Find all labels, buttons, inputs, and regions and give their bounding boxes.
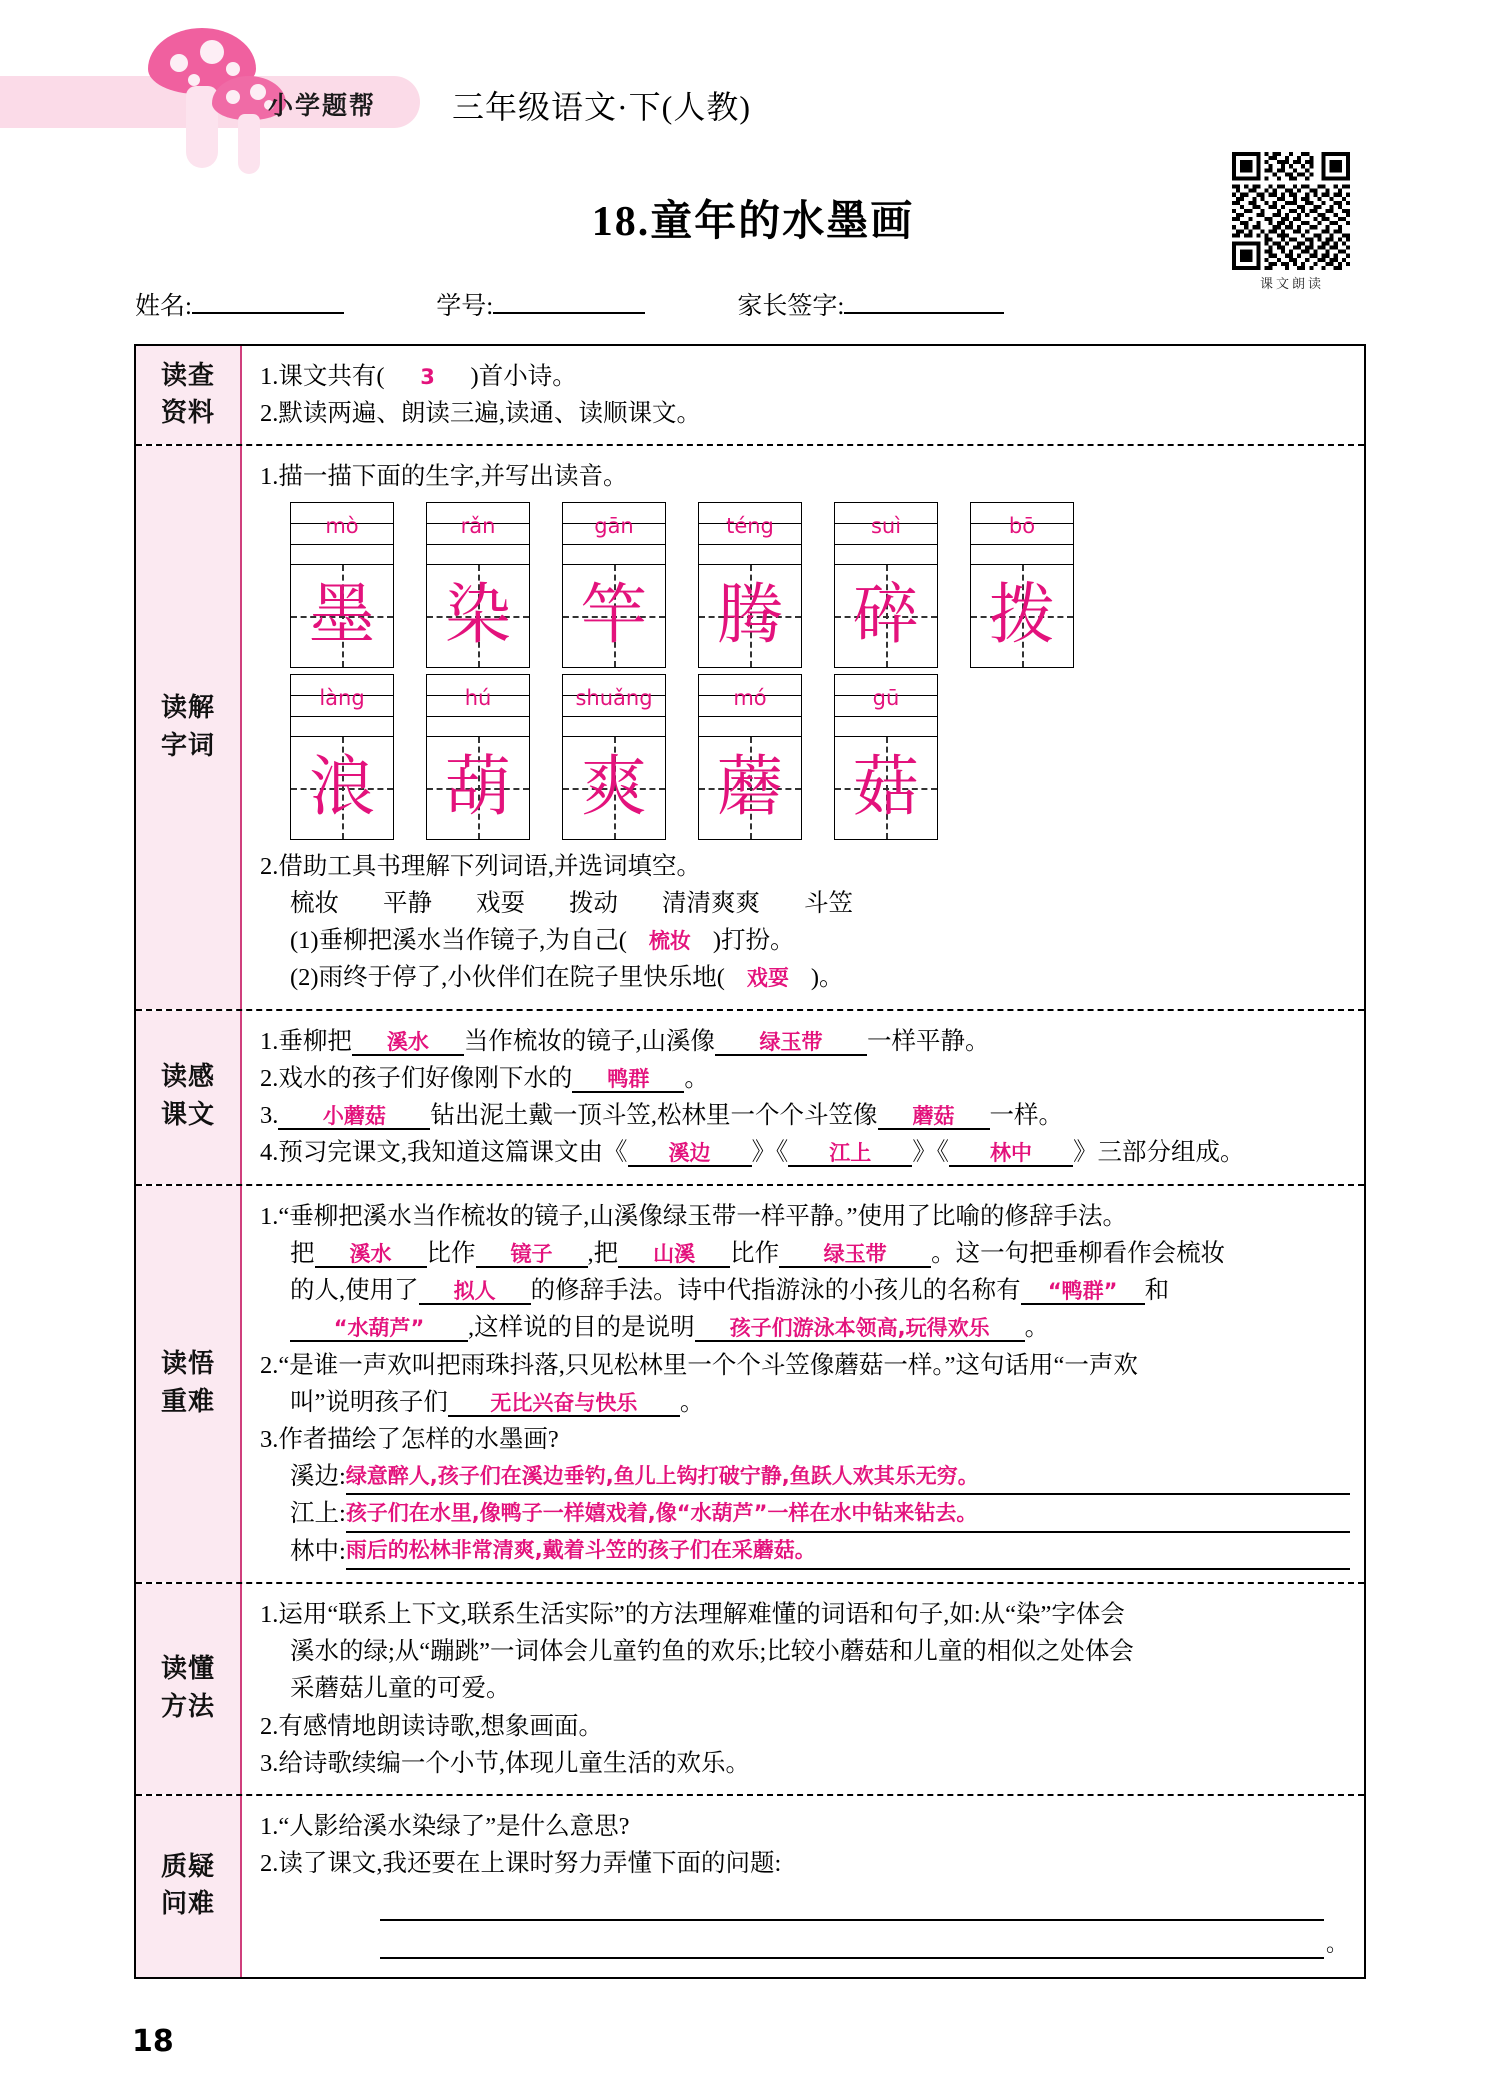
pinyin-four-line-box	[290, 502, 394, 564]
section-label-jiezi	[136, 446, 242, 1008]
pinyin-four-line-box	[834, 674, 938, 736]
question-continuation	[260, 1235, 1350, 1272]
answer-blank[interactable]: 无比兴奋与快乐	[448, 1391, 680, 1417]
text: 》《	[751, 1139, 789, 1167]
question-item	[260, 1060, 1350, 1097]
hanzi-character: 染	[445, 578, 511, 652]
fill2-answer[interactable]: 戏耍	[746, 966, 789, 991]
text: 一样。	[989, 1102, 1063, 1130]
cat-line-2: 方法	[160, 1692, 215, 1722]
answer-blank[interactable]: 蘑菇	[878, 1104, 990, 1130]
pinyin-text: mó	[733, 685, 767, 710]
answer-write-line[interactable]	[380, 1921, 1324, 1959]
tianzige-box	[562, 736, 666, 840]
section-zhiyi	[136, 1796, 1364, 1976]
text: 比作	[426, 1239, 476, 1267]
section-body-dongfangfa	[242, 1584, 1364, 1794]
question-continuation	[260, 1384, 1350, 1421]
brand-label: 小学题帮	[268, 91, 377, 120]
fill-blank-item	[260, 922, 1350, 959]
answer-blank[interactable]: 溪边	[628, 1141, 752, 1167]
text: 4.预习完课文,我知道这篇课文由《	[260, 1139, 628, 1167]
character-practice-cell[interactable]	[834, 502, 938, 668]
pinyin-four-line-box	[426, 502, 530, 564]
text: 叫”说明孩子们	[290, 1388, 448, 1416]
pinyin-text: shuǎng	[575, 685, 653, 710]
pinyin-text: rǎn	[460, 513, 496, 538]
pinyin-text: bō	[1008, 513, 1036, 538]
pinyin-text: gān	[594, 513, 634, 538]
word-bank	[260, 885, 1350, 922]
section-body-jiezi	[242, 446, 1364, 1008]
answer-blank[interactable]: 绿玉带	[779, 1242, 931, 1268]
q1-answer[interactable]: 3	[420, 365, 435, 389]
hanzi-character: 碎	[853, 578, 919, 652]
tianzige-box	[290, 736, 394, 840]
tianzige-box	[290, 564, 394, 668]
grade-subject-line: 三年级语文·下(人教)	[452, 89, 751, 125]
hanzi-character: 葫	[445, 750, 511, 824]
text: 当作梳妆的镜子,山溪像	[463, 1027, 715, 1055]
scene-label: 溪边:	[290, 1463, 346, 1491]
question-item: 1.“人影给溪水染绿了”是什么意思?	[260, 1813, 630, 1841]
answer-write-line[interactable]	[380, 1883, 1324, 1921]
character-practice-cell[interactable]	[698, 674, 802, 840]
character-practice-row-2	[260, 674, 1350, 840]
cat-line-1: 读解	[160, 692, 215, 723]
tianzige-box	[698, 564, 802, 668]
text: 把	[290, 1239, 315, 1267]
qr-code-icon[interactable]	[1232, 152, 1350, 270]
question-item	[260, 1097, 1350, 1134]
parent-signature-label: 家长签字:	[737, 293, 845, 320]
name-field[interactable]	[135, 293, 344, 320]
text: 。	[679, 1388, 705, 1416]
hanzi-character: 墨	[309, 578, 375, 652]
answer-blank[interactable]: 孩子们游泳本领高,玩得欢乐	[695, 1316, 1025, 1342]
answer-blank[interactable]: 林中	[949, 1141, 1073, 1167]
text: 的修辞手法。诗中代指游泳的小孩儿的名称有	[530, 1277, 1021, 1305]
question-item: 1.“垂柳把溪水当作梳妆的镜子,山溪像绿玉带一样平静。”使用了比喻的修辞手法。	[260, 1202, 1127, 1230]
question-continuation	[260, 1309, 1350, 1346]
character-practice-cell[interactable]	[698, 502, 802, 668]
student-info-row	[135, 286, 1315, 322]
character-practice-cell[interactable]	[426, 502, 530, 668]
pinyin-text: téng	[726, 513, 774, 538]
parent-signature-blank[interactable]	[844, 312, 1004, 314]
section-gankewen	[136, 1011, 1364, 1186]
section-body-chaziliao	[242, 346, 1364, 444]
text: 1.垂柳把	[260, 1027, 352, 1055]
text: 一样平静。	[867, 1027, 990, 1055]
text: 2.戏水的孩子们好像刚下水的	[260, 1064, 573, 1092]
question-item: 2.读了课文,我还要在上课时努力弄懂下面的问题:	[260, 1850, 782, 1878]
question-item: 3.作者描绘了怎样的水墨画?	[260, 1425, 559, 1453]
fill-blank-item	[260, 959, 1350, 996]
answer-blank[interactable]: 拟人	[419, 1279, 531, 1305]
pinyin-four-line-box	[698, 674, 802, 736]
text: 。这一句把垂柳看作会梳妆	[931, 1239, 1226, 1267]
pinyin-text: suì	[870, 513, 902, 538]
section-body-gankewen	[242, 1011, 1364, 1184]
scene-answer-row	[260, 1458, 1350, 1495]
student-id-field[interactable]	[436, 293, 645, 320]
fill2-pre-text: (2)雨终于停了,小伙伴们在院子里快乐地(	[290, 964, 725, 992]
section-label-zhiyi	[136, 1796, 242, 1976]
hanzi-character: 浪	[309, 750, 375, 824]
question-item	[260, 1134, 1350, 1171]
text: ,这样说的目的是说明	[468, 1314, 695, 1342]
text: 比作	[730, 1239, 780, 1267]
character-practice-cell[interactable]	[562, 502, 666, 668]
scene-label: 江上:	[290, 1500, 346, 1528]
tianzige-box	[426, 736, 530, 840]
section-label-gankewen	[136, 1011, 242, 1184]
character-practice-cell[interactable]	[970, 502, 1074, 668]
section-dongfangfa	[136, 1584, 1364, 1796]
answer-blank[interactable]: 溪水	[315, 1242, 427, 1268]
tianzige-box	[834, 564, 938, 668]
pinyin-four-line-box	[426, 674, 530, 736]
section-body-zhiyi	[242, 1796, 1364, 1976]
answer-blank[interactable]: 小蘑菇	[278, 1104, 430, 1130]
answer-blank[interactable]: 绿玉带	[715, 1030, 867, 1056]
question-continuation: 溪水的绿;从“蹦跳”一词体会儿童钓鱼的欢乐;比较小蘑菇和儿童的相似之处体会	[290, 1638, 1134, 1666]
hanzi-character: 腾	[717, 578, 783, 652]
cat-line-1: 读感	[160, 1062, 215, 1093]
answer-blank[interactable]: 山溪	[618, 1242, 730, 1268]
scene-answer[interactable]: 孩子们在水里,像鸭子一样嬉戏着,像“水葫芦”一样在水中钻来钻去。	[346, 1498, 1350, 1533]
text: 》《	[912, 1139, 949, 1167]
tianzige-box	[698, 736, 802, 840]
parent-signature-field[interactable]	[737, 293, 1004, 320]
character-practice-cell[interactable]	[834, 674, 938, 840]
cat-line-2: 问难	[160, 1889, 215, 1920]
character-practice-cell[interactable]	[290, 502, 394, 668]
cat-line-1: 读懂	[160, 1654, 215, 1685]
answer-blank[interactable]: 江上	[788, 1141, 912, 1167]
text: 和	[1144, 1277, 1170, 1305]
question-item: 2.默读两遍、朗读三遍,读通、读顺课文。	[260, 400, 701, 428]
text: ,把	[587, 1239, 619, 1267]
fill1-post-text: )打扮。	[712, 927, 795, 955]
tianzige-box	[834, 736, 938, 840]
name-blank[interactable]	[192, 312, 344, 314]
name-label: 姓名:	[135, 293, 192, 320]
section-label-dongfangfa	[136, 1584, 242, 1794]
qr-code-block[interactable]	[1232, 152, 1352, 292]
answer-blank[interactable]: 溪水	[352, 1030, 464, 1056]
pinyin-text: mò	[325, 513, 359, 538]
text: 。	[684, 1064, 709, 1092]
text: 。	[1024, 1314, 1050, 1342]
answer-blank[interactable]: “水葫芦”	[290, 1316, 468, 1342]
character-practice-row-1	[260, 502, 1350, 668]
word-bank-item[interactable]: 戏耍	[476, 889, 525, 917]
scene-answer-row	[260, 1495, 1350, 1532]
fill1-answer[interactable]: 梳妆	[648, 929, 691, 954]
section-wuzhongnan	[136, 1186, 1364, 1584]
hanzi-character: 爽	[581, 750, 647, 824]
cat-line-2: 课文	[160, 1100, 215, 1131]
character-practice-cell[interactable]	[562, 674, 666, 840]
q1-pre-text: 1.课文共有(	[260, 363, 385, 390]
hanzi-character: 拨	[989, 578, 1055, 652]
text: 3.	[260, 1102, 279, 1130]
cat-line-2: 重难	[160, 1386, 215, 1417]
question-item: 2.有感情地朗读诗歌,想象画面。	[260, 1712, 603, 1740]
tianzige-box	[426, 564, 530, 668]
cat-line-2: 字词	[160, 730, 215, 761]
question-item	[260, 1023, 1350, 1060]
character-practice-cell[interactable]	[426, 674, 530, 840]
scene-answer[interactable]: 雨后的松林非常清爽,戴着斗笠的孩子们在采蘑菇。	[346, 1535, 1350, 1570]
answer-blank[interactable]: “鸭群”	[1021, 1279, 1145, 1305]
question-item: 1.描一描下面的生字,并写出读音。	[260, 463, 628, 491]
scene-answer[interactable]: 绿意醉人,孩子们在溪边垂钓,鱼儿上钩打破宁静,鱼跃人欢其乐无穷。	[346, 1461, 1350, 1496]
scene-answer-row	[260, 1533, 1350, 1570]
tianzige-box	[970, 564, 1074, 668]
word-bank-item[interactable]: 梳妆	[290, 889, 339, 917]
text: 》三部分组成。	[1073, 1139, 1245, 1167]
scene-label: 林中:	[290, 1537, 346, 1565]
question-continuation	[260, 1272, 1350, 1309]
tianzige-box	[562, 564, 666, 668]
worksheet-table	[134, 344, 1366, 1979]
section-chaziliao	[136, 346, 1364, 446]
pinyin-four-line-box	[290, 674, 394, 736]
section-jiezi	[136, 446, 1364, 1010]
word-bank-item[interactable]: 斗笠	[804, 889, 853, 917]
cat-line-1: 读查	[160, 360, 215, 391]
section-label-wuzhongnan	[136, 1186, 242, 1582]
pinyin-four-line-box	[562, 502, 666, 564]
question-continuation: 采蘑菇儿童的可爱。	[290, 1675, 511, 1703]
scene-answer-list	[260, 1458, 1350, 1570]
character-practice-cell[interactable]	[290, 674, 394, 840]
question-item: 2.“是谁一声欢叫把雨珠抖落,只见松林里一个个斗笠像蘑菇一样。”这句话用“一声欢	[260, 1351, 1138, 1379]
pinyin-four-line-box	[834, 502, 938, 564]
cat-line-1: 质疑	[160, 1851, 215, 1882]
answer-blank[interactable]: 镜子	[476, 1242, 588, 1268]
word-bank-item[interactable]: 平静	[383, 889, 432, 917]
pinyin-text: hú	[464, 685, 492, 710]
qr-caption: 课文朗读	[1259, 276, 1324, 291]
page-number: 18	[132, 2024, 174, 2059]
hanzi-character: 菇	[853, 750, 919, 824]
student-id-label: 学号:	[436, 293, 494, 320]
fill2-post-text: )。	[810, 964, 844, 992]
text: 的人,使用了	[290, 1277, 419, 1305]
pinyin-four-line-box	[698, 502, 802, 564]
word-bank-item[interactable]: 清清爽爽	[662, 889, 760, 917]
pinyin-text: làng	[319, 685, 365, 710]
cat-line-1: 读悟	[160, 1349, 215, 1380]
word-bank-item[interactable]: 拨动	[569, 889, 618, 917]
q1-post-text: )首小诗。	[470, 363, 577, 390]
pinyin-text: gū	[872, 685, 900, 710]
section-body-wuzhongnan	[242, 1186, 1364, 1582]
question-item: 1.运用“联系上下文,联系生活实际”的方法理解难懂的词语和句子,如:从“染”字体会	[260, 1600, 1125, 1628]
answer-blank[interactable]: 鸭群	[572, 1067, 684, 1093]
hanzi-character: 蘑	[717, 750, 783, 824]
fill1-pre-text: (1)垂柳把溪水当作镜子,为自己(	[290, 927, 627, 955]
question-item: 3.给诗歌续编一个小节,体现儿童生活的欢乐。	[260, 1749, 750, 1777]
cat-line-2: 资料	[160, 398, 215, 429]
page-header	[0, 0, 1506, 150]
hanzi-character: 竿	[581, 578, 647, 652]
pinyin-four-line-box	[970, 502, 1074, 564]
text: 钻出泥土戴一顶斗笠,松林里一个个斗笠像	[430, 1102, 878, 1130]
question-item	[260, 358, 1350, 395]
question-item: 2.借助工具书理解下列词语,并选词填空。	[260, 852, 701, 880]
student-id-blank[interactable]	[493, 312, 645, 314]
section-label-chaziliao	[136, 346, 242, 444]
page-title: 18.童年的水墨画	[591, 199, 915, 245]
pinyin-four-line-box	[562, 674, 666, 736]
